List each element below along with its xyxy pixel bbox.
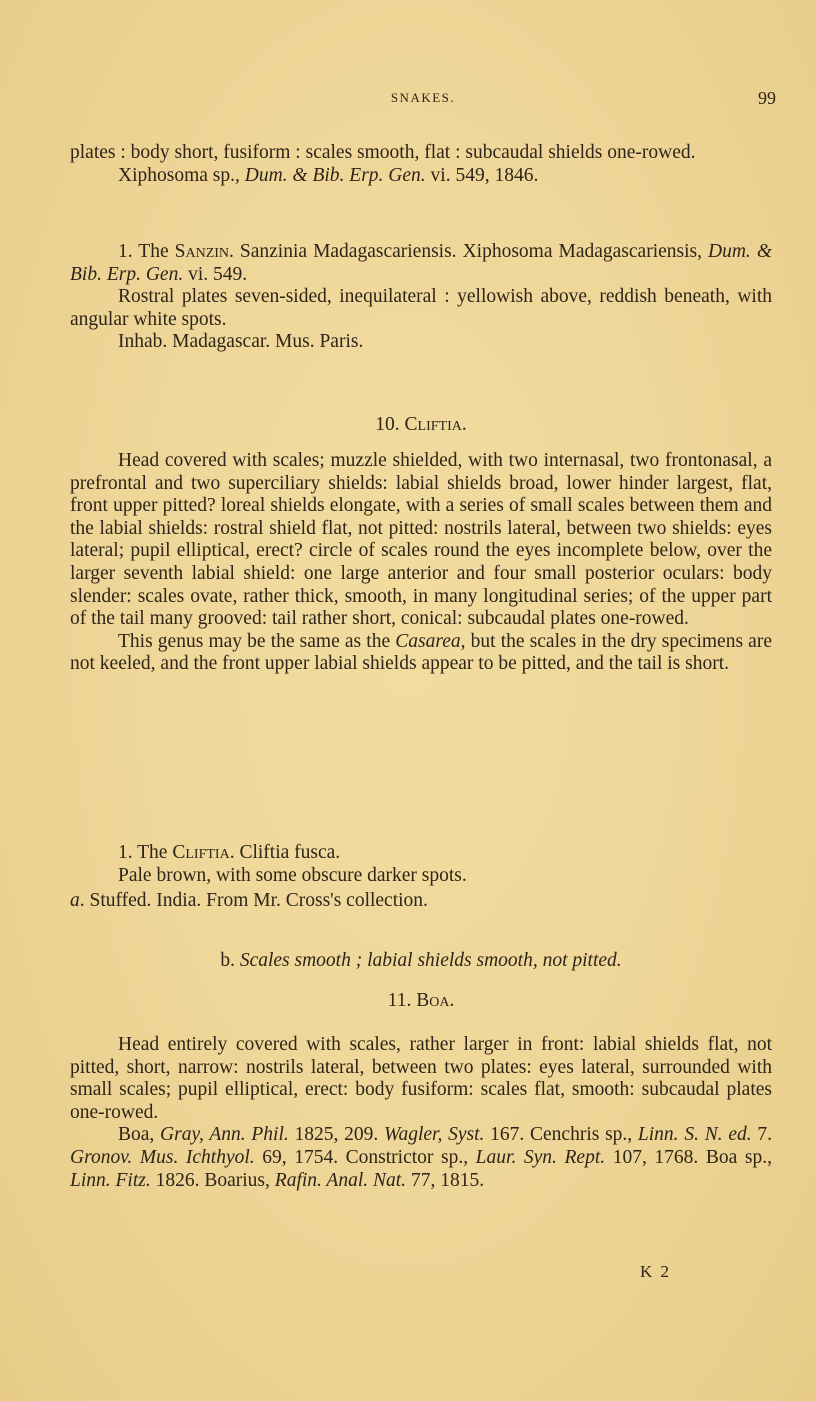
text: Boa, — [118, 1124, 161, 1146]
citation: Laur. Syn. Rept. — [475, 1146, 606, 1168]
species-description: Rostral plates seven-sided, inequilateral : yellowish above, reddish beneath, with angular white spots. — [70, 286, 772, 330]
text: 1. The — [118, 241, 175, 262]
citation: Gronov. Mus. Ichthyol. — [70, 1146, 255, 1168]
continued-description — [70, 142, 772, 187]
text: b. — [220, 950, 240, 971]
text: . — [461, 414, 467, 435]
text: . Cliftia fusca. — [229, 842, 341, 863]
genus-name: Cliftia — [404, 414, 462, 435]
text: . — [449, 990, 455, 1011]
genus-ref: Casarea — [395, 630, 461, 652]
running-title: SNAKES. — [390, 90, 456, 105]
text: vi. 549, 1846. — [425, 164, 539, 186]
genus-cliftia-description — [70, 450, 772, 676]
species-sanzin — [70, 241, 772, 354]
genus-note — [70, 631, 772, 676]
specimen-entry — [70, 890, 772, 913]
text: 167. Cenchris sp., — [484, 1124, 638, 1146]
text: 1825, 209. — [288, 1124, 384, 1146]
species-name: Cliftia — [172, 842, 230, 863]
text: . Sanzinia Madagascariensis. Xiphosoma Madagascariensis, — [229, 241, 709, 262]
citation: Wagler, Syst. — [384, 1124, 485, 1146]
citation: Rafin. Anal. Nat. — [274, 1169, 407, 1191]
page-number: 99 — [758, 88, 776, 108]
subsection-heading — [70, 950, 772, 973]
species-habitat: Inhab. Madagascar. Mus. Paris. — [118, 331, 364, 353]
species-cliftia — [70, 842, 772, 913]
genus-description: Head covered with scales; muzzle shielded, with two internasal, two frontonasal, a prefrontal and two superciliary shields: labial shields broad, lower hinder largest, flat, front upper pitted? loreal shields elongate, with a series of small scales between them and the labial shields: rostral shield flat, not pitted: nostrils lateral, between two shields: eyes lateral; pupil elliptical, erect? circle of scales round the eyes incomplete below, over the larger seventh labial shield: one large anterior and four small posterior oculars: body slender: scales ovate, rather thick, smooth, in many longitudinal series; of the upper part of the tail many grooved: tail rather short, conical: subcaudal plates one-rowed. — [70, 450, 772, 630]
genus-heading-cliftia — [70, 414, 772, 437]
citation: Dum. & Bib. Erp. Gen. — [70, 241, 772, 285]
genus-description: Head entirely covered with scales, rather larger in front: labial shields flat, not pitted, short, narrow: nostrils lateral, between two plates: eyes lateral, surrounded with small scales; pupil elliptical, erect: body fusiform: scales flat, smooth: subcaudal plates one-rowed. — [70, 1034, 772, 1123]
species-name: Sanzin — [174, 241, 230, 262]
text: 107, 1768. Boa sp., — [605, 1146, 772, 1168]
paragraph-xiphosoma-ref — [70, 165, 772, 188]
text: This genus may be the same as the — [118, 630, 396, 652]
species-description: Pale brown, with some obscure darker spots. — [118, 864, 467, 886]
citation: Linn. Fitz. — [70, 1169, 151, 1191]
paragraph-plates: plates : body short, fusiform : scales smooth, flat : subcaudal shields one-rowed. — [70, 142, 696, 163]
text: 11. — [387, 990, 417, 1011]
text: . Stuffed. India. From Mr. Cross's collection. — [79, 890, 428, 912]
specimen-letter: a — [70, 890, 80, 912]
text: 7. — [751, 1124, 772, 1146]
text: 10. — [375, 414, 405, 435]
text: , but the scales in the dry specimens are not keeled, and the front upper labial shields appear to be pitted, and the tail is short. — [70, 630, 772, 675]
species-title — [70, 842, 772, 865]
text: 1826. Boarius, — [150, 1169, 275, 1191]
running-header — [70, 90, 776, 110]
citation: Gray, Ann. Phil. — [160, 1124, 289, 1146]
citation: Dum. & Bib. Erp. Gen. — [244, 164, 426, 186]
text: 77, 1815. — [406, 1169, 485, 1191]
subsection-title: Scales smooth ; labial shields smooth, not pitted. — [239, 950, 622, 971]
citation: Linn. S. N. ed. — [637, 1124, 752, 1146]
signature-mark: K 2 — [640, 1262, 672, 1281]
text: Xiphosoma sp., — [118, 164, 245, 186]
species-title — [70, 241, 772, 286]
genus-heading-boa — [70, 990, 772, 1013]
text: 69, 1754. Constrictor sp., — [254, 1146, 476, 1168]
text: vi. 549. — [183, 263, 248, 285]
genus-boa-description — [70, 1034, 772, 1192]
genus-name: Boa — [416, 990, 450, 1011]
text: 1. The — [118, 842, 173, 863]
genus-synonymy — [70, 1124, 772, 1192]
